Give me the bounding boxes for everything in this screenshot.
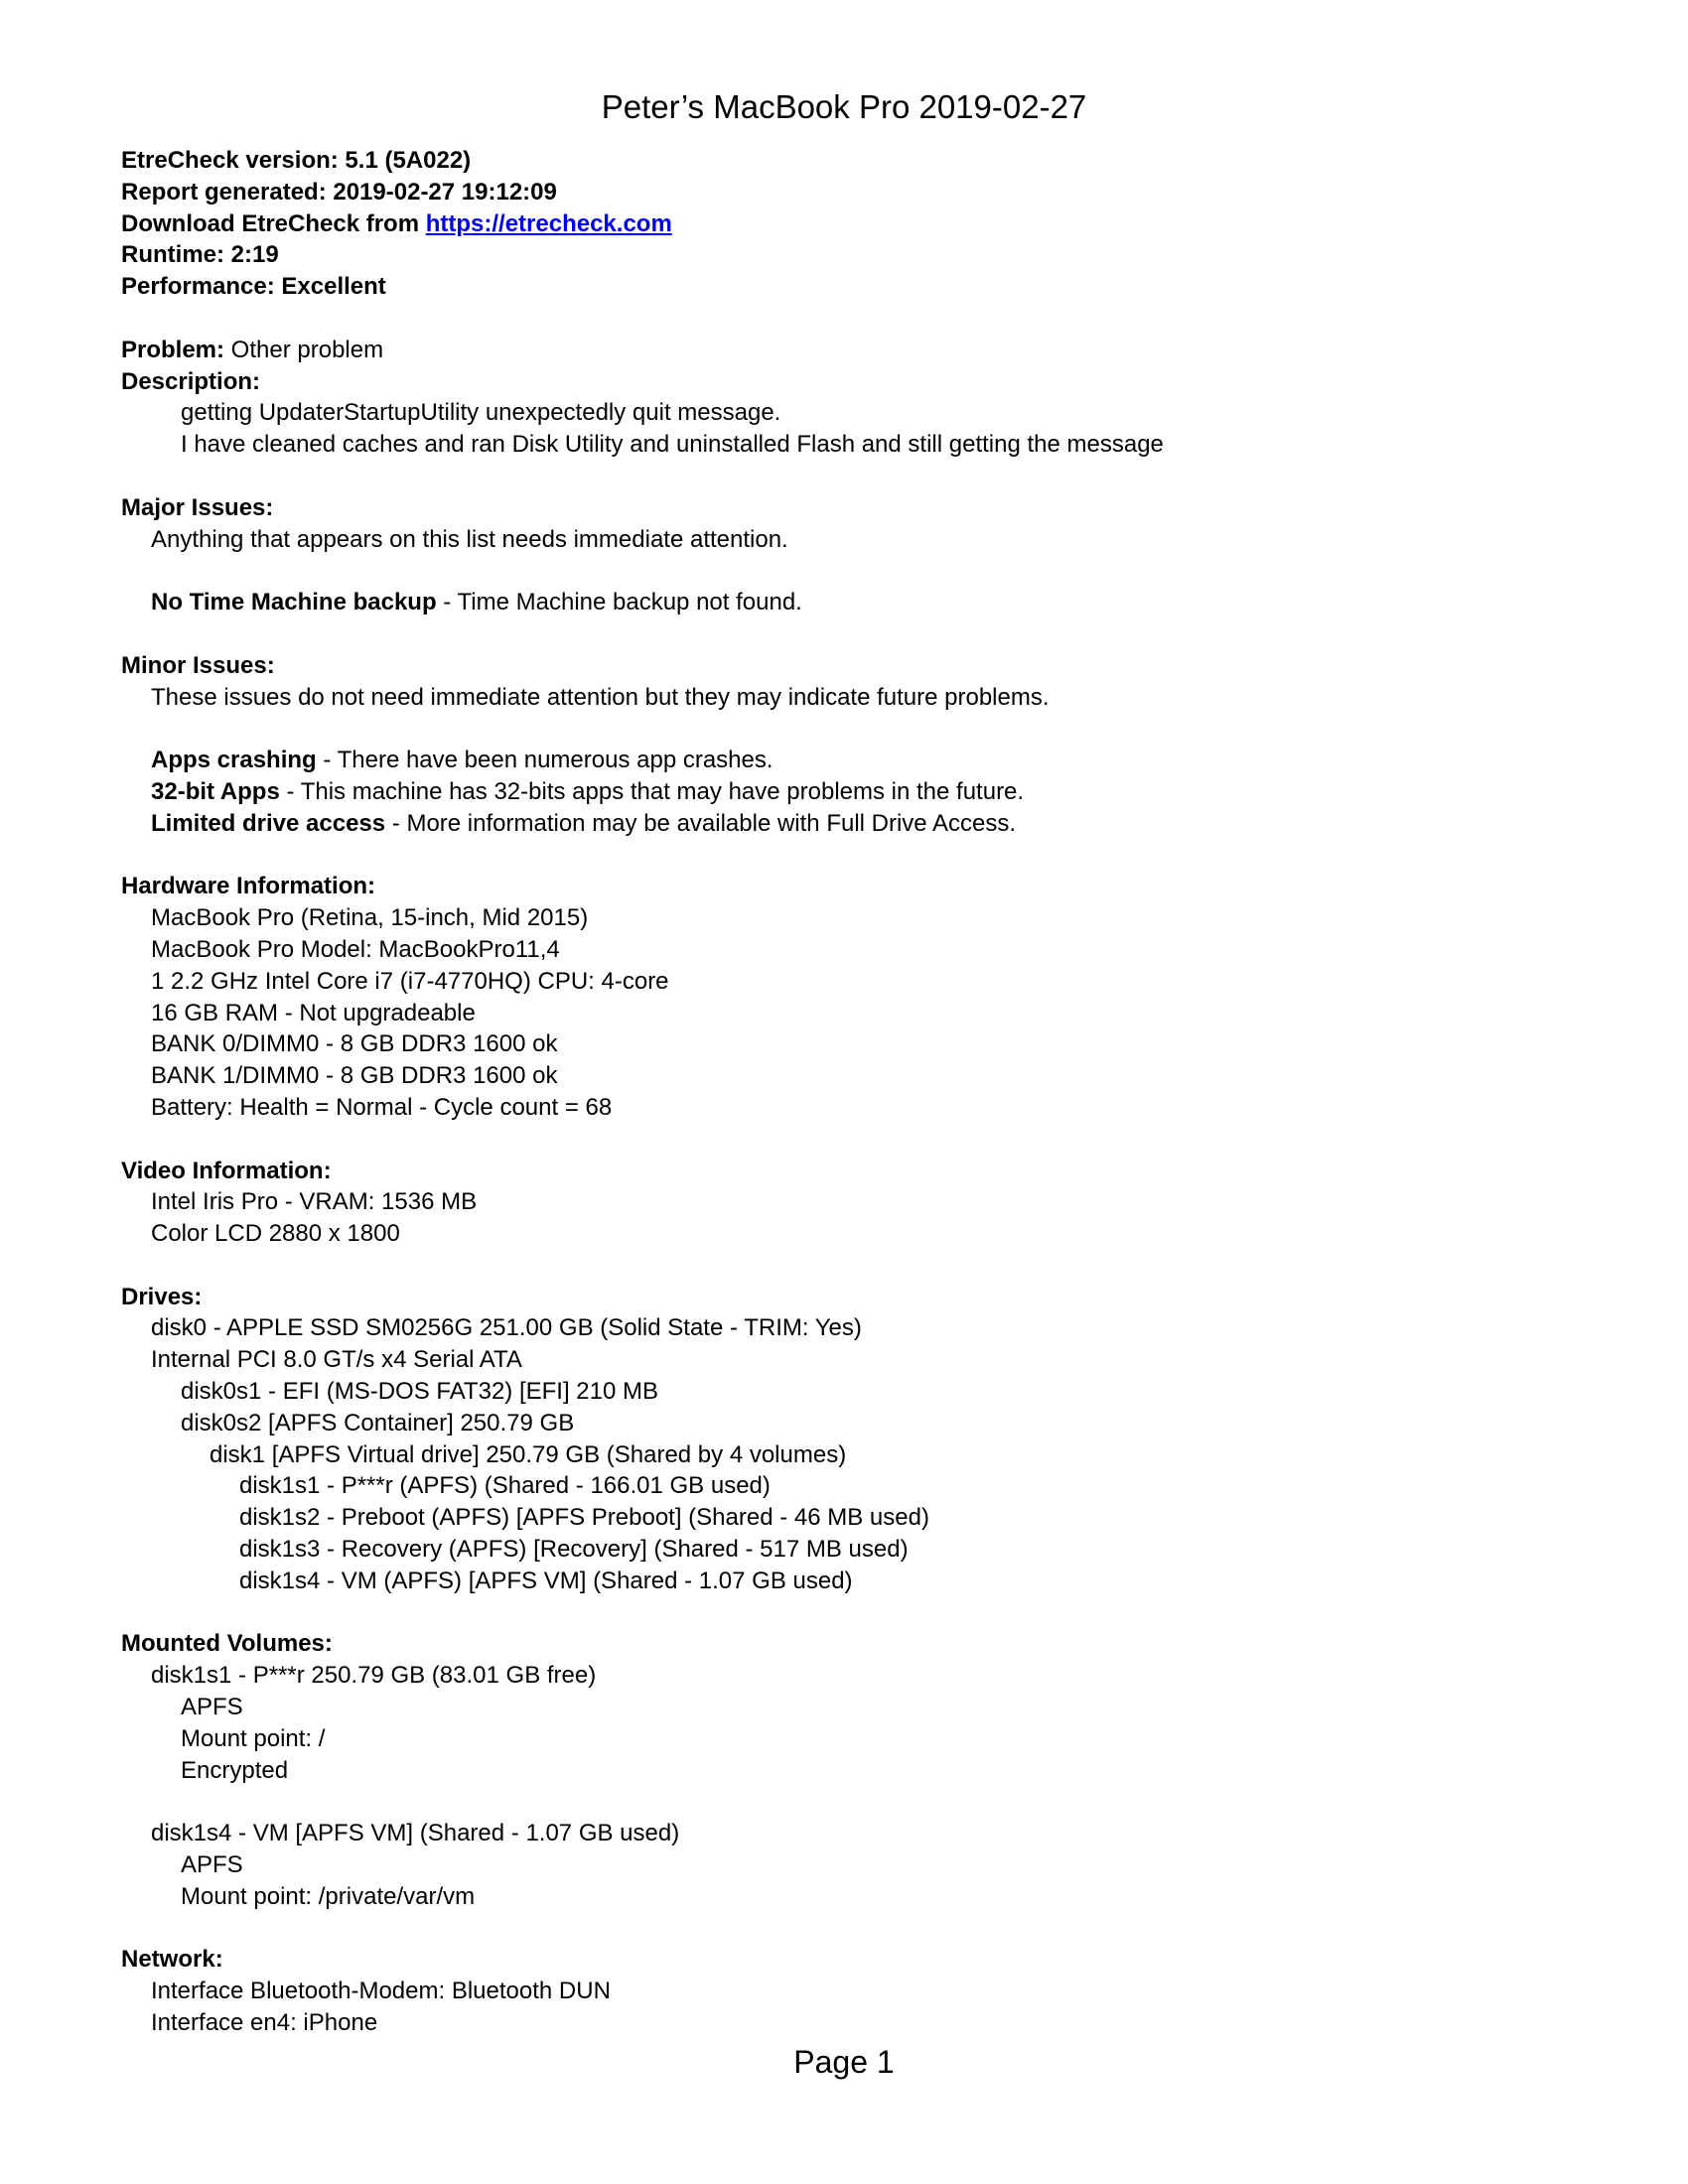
volume-detail: Mount point: / (181, 1724, 326, 1752)
minor-issue-item (121, 776, 1611, 808)
report-title: Peter’s MacBook Pro 2019-02-27 (601, 88, 1087, 125)
spacer (121, 840, 1611, 872)
drive-line: Internal PCI 8.0 GT/s x4 Serial ATA (151, 1346, 522, 1374)
spacer (121, 461, 1611, 492)
mounted-volumes-heading: Mounted Volumes: (121, 1630, 333, 1658)
spacer (121, 1250, 1611, 1282)
network-line: Interface Bluetooth-Modem: Bluetooth DUN (151, 1978, 611, 2005)
problem-label: Problem: (121, 336, 225, 363)
problem-line (121, 335, 1611, 366)
spacer (121, 1913, 1611, 1945)
video-line: Intel Iris Pro - VRAM: 1536 MB (151, 1188, 478, 1216)
issue-name: No Time Machine backup (151, 589, 437, 616)
drives-heading: Drives: (121, 1283, 203, 1310)
video-line: Color LCD 2880 x 1800 (151, 1220, 400, 1248)
drive-line: disk1 [APFS Virtual drive] 250.79 GB (Shared by 4 volumes) (210, 1440, 847, 1468)
minor-issue-item (121, 745, 1611, 776)
drive-line: disk0 - APPLE SSD SM0256G 251.00 GB (Solid State - TRIM: Yes) (151, 1314, 862, 1342)
issue-name: 32-bit Apps (151, 777, 280, 805)
download-label: Download EtreCheck from (121, 209, 426, 237)
spacer (121, 713, 1611, 745)
minor-issues-heading: Minor Issues: (121, 651, 275, 679)
network-heading: Network: (121, 1946, 223, 1974)
spacer (121, 1124, 1611, 1156)
volume-detail: Mount point: /private/var/vm (181, 1882, 476, 1910)
issue-detail: - More information may be available with Full Drive Access. (385, 809, 1017, 837)
drive-line: disk0s2 [APFS Container] 250.79 GB (181, 1409, 575, 1436)
runtime: Runtime: 2:19 (121, 241, 279, 269)
spacer (121, 555, 1611, 587)
report-generated: Report generated: 2019-02-27 19:12:09 (121, 178, 557, 205)
volume-detail: Encrypted (181, 1756, 289, 1784)
network-line: Interface en4: iPhone (151, 2009, 378, 2037)
page-number: Page 1 (793, 2044, 895, 2080)
hardware-line: 1 2.2 GHz Intel Core i7 (i7-4770HQ) CPU: 4-core (151, 967, 669, 995)
drive-line: disk1s4 - VM (APFS) [APFS VM] (Shared - 1.07 GB used) (239, 1567, 853, 1594)
hardware-line: Battery: Health = Normal - Cycle count = 68 (151, 1093, 613, 1121)
volume-detail: APFS (181, 1851, 243, 1879)
problem-value: Other problem (224, 336, 384, 363)
spacer (121, 1597, 1611, 1629)
drive-line: disk1s3 - Recovery (APFS) [Recovery] (Shared - 517 MB used) (239, 1536, 909, 1564)
performance: Performance: Excellent (121, 273, 386, 301)
issue-name: Limited drive access (151, 809, 386, 837)
issue-name: Apps crashing (151, 747, 317, 774)
hardware-heading: Hardware Information: (121, 873, 376, 900)
drive-line: disk1s1 - P***r (APFS) (Shared - 166.01 GB used) (239, 1472, 771, 1500)
video-heading: Video Information: (121, 1157, 332, 1184)
major-issue-item (121, 587, 1611, 618)
download-line (121, 208, 1611, 240)
issue-detail: - This machine has 32-bits apps that may have problems in the future. (279, 777, 1025, 805)
description-line: I have cleaned caches and ran Disk Utility and uninstalled Flash and still getting the message (181, 431, 1164, 459)
hardware-line: MacBook Pro (Retina, 15-inch, Mid 2015) (151, 904, 589, 932)
drive-line: disk0s1 - EFI (MS-DOS FAT32) [EFI] 210 MB (181, 1378, 658, 1406)
volume-title: disk1s1 - P***r 250.79 GB (83.01 GB free) (151, 1662, 597, 1690)
drive-line: disk1s2 - Preboot (APFS) [APFS Preboot] (Shared - 46 MB used) (239, 1504, 929, 1532)
hardware-line: 16 GB RAM - Not upgradeable (151, 999, 476, 1026)
major-issues-heading: Major Issues: (121, 493, 274, 521)
spacer (121, 1786, 1611, 1818)
hardware-line: BANK 0/DIMM0 - 8 GB DDR3 1600 ok (151, 1030, 558, 1058)
etrecheck-link[interactable]: https://etrecheck.com (425, 209, 672, 237)
minor-issues-intro: These issues do not need immediate attention but they may indicate future problems. (151, 683, 1050, 711)
spacer (121, 618, 1611, 650)
major-issues-intro: Anything that appears on this list needs immediate attention. (151, 525, 788, 553)
description-label: Description: (121, 367, 261, 395)
minor-issue-item (121, 808, 1611, 840)
etrecheck-report (121, 145, 1611, 2039)
hardware-line: MacBook Pro Model: MacBookPro11,4 (151, 935, 560, 963)
volume-detail: APFS (181, 1694, 243, 1721)
description-line: getting UpdaterStartupUtility unexpectedly quit message. (181, 399, 781, 427)
issue-detail: - Time Machine backup not found. (436, 589, 802, 616)
issue-detail: - There have been numerous app crashes. (316, 747, 774, 774)
etrecheck-version: EtreCheck version: 5.1 (5A022) (121, 147, 472, 174)
hardware-line: BANK 1/DIMM0 - 8 GB DDR3 1600 ok (151, 1062, 558, 1090)
spacer (121, 303, 1611, 335)
volume-title: disk1s4 - VM [APFS VM] (Shared - 1.07 GB used) (151, 1820, 680, 1847)
